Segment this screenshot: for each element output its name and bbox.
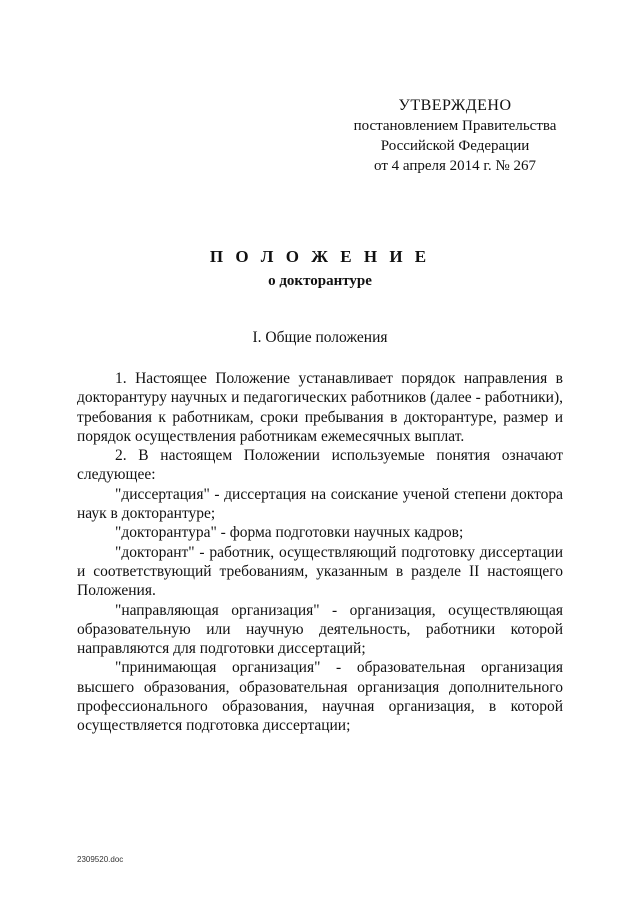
paragraph-2: 2. В настоящем Положении используемые понятия означают следующее: <box>77 447 563 484</box>
document-body <box>77 369 563 736</box>
section-heading: I. Общие положения <box>252 329 388 346</box>
definition-dissertation: "диссертация" - диссертация на соискание ученой степени доктора наук в докторантуре; <box>77 485 563 523</box>
definition-doctoral-program: "докторантура" - форма подготовки научных кадров; <box>115 524 464 542</box>
approval-stamp <box>340 96 570 176</box>
definition-receiving-organization: "принимающая организация" - образовательная организация высшего образования, образовательная организация дополнительного профессионального образования, научная организация, в которой осуществляется подготовка диссертации; <box>77 659 563 735</box>
definition-doctoral-candidate: "докторант" - работник, осуществляющий подготовку диссертации и соответствующий требованиям, указанным в разделе II настоящего Положения. <box>77 543 563 600</box>
approval-line-2: Российской Федерации <box>380 138 530 154</box>
document-title: П О Л О Ж Е Н И Е <box>209 247 431 266</box>
approval-line-3: от 4 апреля 2014 г. № 267 <box>374 158 536 174</box>
footer-file-name: 2309520.doc <box>77 855 124 864</box>
definition-sending-organization: "направляющая организация" - организация, осуществляющая образовательную или научную деятельность, работники которой направляются для подготовки диссертаций; <box>77 601 563 658</box>
approval-line-1: постановлением Правительства <box>353 118 557 134</box>
paragraph-1: 1. Настоящее Положение устанавливает порядок направления в докторантуру научных и педагогических работников (далее - работники), требования к работникам, сроки пребывания в докторантуре, размер и порядок осуществления работникам ежемесячных выплат. <box>77 370 563 445</box>
approval-title: УТВЕРЖДЕНО <box>398 97 512 114</box>
document-subtitle: о докторантуре <box>268 273 372 289</box>
